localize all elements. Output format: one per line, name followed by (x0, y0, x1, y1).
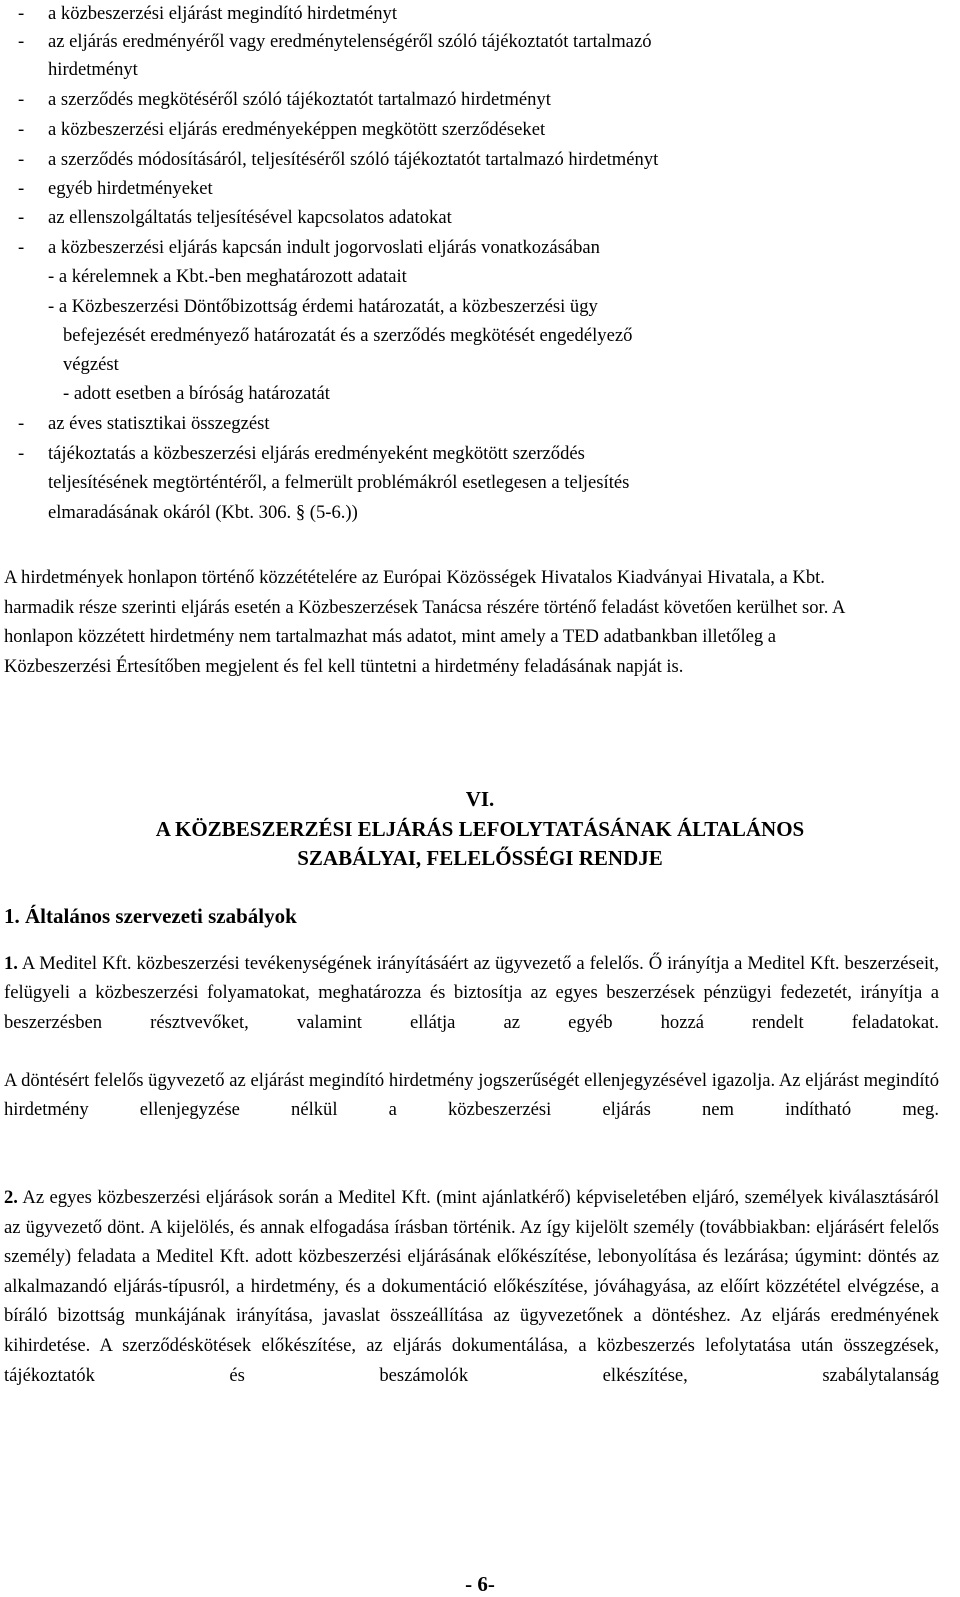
sub-list-item: - a Közbeszerzési Döntőbizottság érdemi határozatát, a közbeszerzési ügy (48, 296, 598, 317)
list-dash: - (18, 89, 25, 110)
list-dash: - (18, 3, 25, 24)
sub-list-item: - adott esetben a bíróság határozatát (63, 383, 330, 404)
list-dash: - (18, 207, 25, 228)
list-dash: - (18, 178, 25, 199)
paragraph-1b: A döntésért felelős ügyvezető az eljárást megindító hirdetmény jogszerűségét ellenjegyzésével igazolja. Az eljárást megindító hirdetmény ellenjegyzése nélkül a közbeszerzési eljárás nem indítható meg. (4, 1070, 939, 1121)
chapter-title-line-1: A KÖZBESZERZÉSI ELJÁRÁS LEFOLYTATÁSÁNAK ÁLTALÁNOS (155, 817, 805, 841)
paragraph-number: 1. (4, 953, 18, 974)
paragraph-1 (4, 949, 939, 1066)
list-dash: - (18, 237, 25, 258)
sub-list-item-continuation: végzést (63, 354, 119, 375)
section-heading: 1. Általános szervezeti szabályok (4, 904, 297, 928)
list-dash: - (18, 413, 25, 434)
document-page: - a közbeszerzési eljárást megindító hirdetményt - az eljárás eredményéről vagy eredménytelenségéről szóló tájékoztatót tartalmazó hirdetményt - a szerződés megkötéséről szóló tájékoztatót tartalmazó hirdetményt - a közbeszerzési eljárás eredményeképpen megkötött szerződéseket - a szerződés módosításáról, teljesítéséről szóló tájékoztatót tartalmazó hirdetményt - egyéb hirdetményeket - az ellenszolgáltatás teljesítésével kapcsolatos adatokat - a közbeszerzési eljárás kapcsán indult jogorvoslati eljárás vonatkozásában - a kérelemnek a Kbt.-ben meghatározott adatait - a Közbeszerzési Döntőbizottság érdemi határozatát, a közbeszerzési ügy befejezését eredményező határozatát és a szerződés megkötését engedélyező végzést - adott esetben a bíróság határozatát - az éves statisztikai összegzést - tájékoztatás a közbeszerzési eljárás eredményeként megkötött szerződés teljesítésének megtörténtéről, a felmerült problémákról esetlegesen a teljesítés elmaradásának okáról (Kbt. 306. § (5-6.)) A hirdetmények honlapon történő közzétételére az Európai Közösségek Hivatalos Kiadványai Hivatala, a Kbt. harmadik része szerinti eljárás esetén a Közbeszerzések Tanácsa részére történő feladást követően kerülhet sor. A honlapon közzétett hirdetmény nem tartalmazhat más adatot, mint amely a TED adatbankban illetőleg a Közbeszerzési Értesítőben megjelent és fel kell tüntetni a hirdetmény feladásának napját is. VI. A KÖZBESZERZÉSI ELJÁRÁS LEFOLYTATÁSÁNAK ÁLTALÁNOS SZABÁLYAI, FELELŐSSÉGI RENDJE 1. Általános szervezeti szabályok 1. A Meditel Kft. közbeszerzési tevékenységének irányításáért az ügyvezető a felelős. Ő irányítja a Meditel Kft. beszerzéseit, felügyeli a közbeszerzési folyamatokat, meghatározza és biztosítja az egyes beszerzések pénzügyi fedezetét, irányítja a beszerzésben résztvevőket, valamint ellátja az egyéb hozzá rendelt feladatokat. A döntésért felelős ügyvezető az eljárást megindító hirdetmény jogszerűségét ellenjegyzésével igazolja. Az eljárást megindító hirdetmény ellenjegyzése nélkül a közbeszerzési eljárás nem indítható meg. 2. Az egyes közbeszerzési eljárások során a Meditel Kft. (mint ajánlatkérő) képviseletében eljáró, személyek kiválasztásáról az ügyvezető dönt. A kijelölés, és annak elfogadása írásban történik. Az így kijelölt személy (továbbiakban: eljárásért felelős személy) feladata a Meditel Kft. adott közbeszerzési eljárásának előkészítése, lebonyolítása és lezárása; úgymint: döntés az alkalmazandó eljárás-típusról, a hirdetmény, és a dokumentáció előkészítése, jóváhagyása, az előírt közzététel elvégzése, a bíráló bizottság munkájának irányítása, javaslat összeállítása az ügyvezetőnek a döntéshez. Az eljárás eredményének kihirdetése. A szerződéskötések előkészítése, az eljárás dokumentálása, a közbeszerzés lefolytatása után összegzések, tájékoztatók és beszámolók elkészítése, szabálytalanság - 6- (0, 0, 960, 1596)
paragraph-2 (4, 1183, 939, 1420)
chapter-title-line-2: SZABÁLYAI, FELELŐSSÉGI RENDJE (297, 846, 663, 870)
publication-paragraph: A hirdetmények honlapon történő közzétételére az Európai Közösségek Hivatalos Kiadványai Hivatala, a Kbt. harmadik része szerinti eljárás esetén a Közbeszerzések Tanácsa részére történő feladást követően kerülhet sor. A honlapon közzétett hirdetmény nem tartalmazhat más adatot, mint amely a TED adatbankban illetőleg a Közbeszerzési Értesítőben megjelent és fel kell tüntetni a hirdetmény feladásának napját is. (4, 567, 845, 677)
sub-list-item: - a kérelemnek a Kbt.-ben meghatározott adatait (48, 266, 407, 287)
chapter-number: VI. (465, 787, 495, 811)
list-item-continuation: elmaradásának okáról (Kbt. 306. § (5-6.)) (48, 502, 358, 523)
list-item-continuation: teljesítésének megtörténtéről, a felmerült problémákról esetlegesen a teljesítés (48, 472, 630, 493)
list-dash: - (18, 31, 25, 52)
page-number: - 6- (465, 1572, 495, 1596)
sub-list-item-continuation: befejezését eredményező határozatát és a szerződés megkötését engedélyező (63, 325, 633, 346)
paragraph-text: A Meditel Kft. közbeszerzési tevékenységének irányításáért az ügyvezető a felelős. Ő irányítja a Meditel Kft. beszerzéseit, felügyeli a közbeszerzési folyamatokat, meghatározza és biztosítja az egyes beszerzések pénzügyi fedezetét, irányítja a beszerzésben résztvevőket, valamint ellátja az egyéb hozzá rendelt feladatokat. (4, 953, 939, 1033)
list-dash: - (18, 149, 25, 170)
list-dash: - (18, 443, 25, 464)
list-dash: - (18, 119, 25, 140)
paragraph-number: 2. (4, 1187, 18, 1208)
paragraph-text: Az egyes közbeszerzési eljárások során a Meditel Kft. (mint ajánlatkérő) képviseletében eljáró, személyek kiválasztásáról az ügyvezető dönt. A kijelölés, és annak elfogadása írásban történik. Az így kijelölt személy (továbbiakban: eljárásért felelős személy) feladata a Meditel Kft. adott közbeszerzési eljárásának előkészítése, lebonyolítása és lezárása; úgymint: döntés az alkalmazandó eljárás-típusról, a hirdetmény, és a dokumentáció előkészítése, jóváhagyása, az előírt közzététel elvégzése, a bíráló bizottság munkájának irányítása, javaslat összeállítása az ügyvezetőnek a döntéshez. Az eljárás eredményének kihirdetése. A szerződéskötések előkészítése, az eljárás dokumentálása, a közbeszerzés lefolytatása után összegzések, tájékoztatók és beszámolók elkészítése, szabálytalanság (4, 1187, 939, 1386)
